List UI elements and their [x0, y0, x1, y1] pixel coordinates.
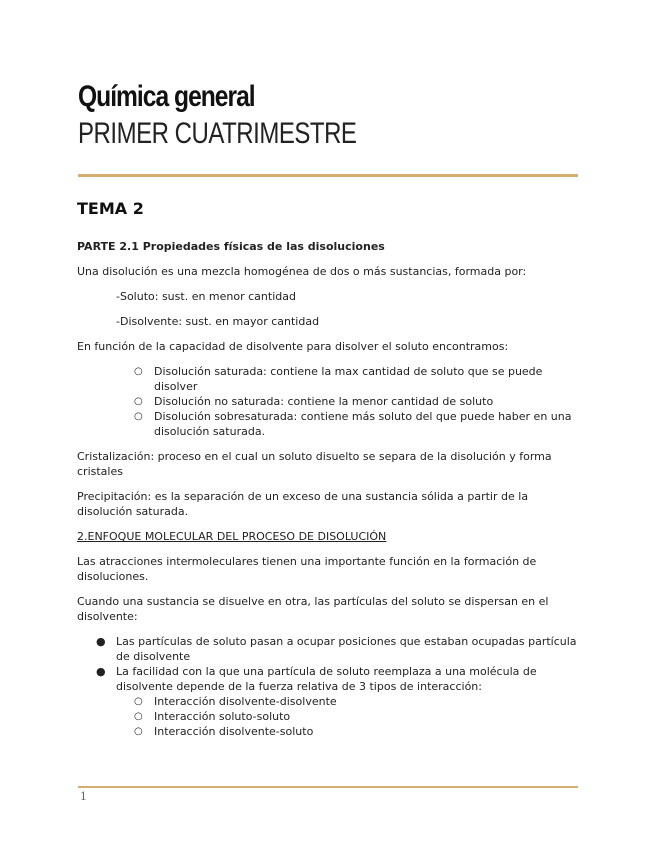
circle-bullet-icon: ○ — [134, 711, 143, 722]
document-subtitle: PRIMER CUATRIMESTRE — [78, 117, 357, 150]
circle-bullet-icon: ○ — [134, 726, 143, 737]
saturation-list — [77, 364, 577, 439]
list-item — [116, 694, 577, 709]
circle-bullet-icon: ○ — [134, 411, 143, 422]
cuando-paragraph: Cuando una sustancia se disuelve en otra, las partículas del soluto se dispersan en el disolvente: — [77, 595, 549, 623]
list-item-text: Las partículas de soluto pasan a ocupar posiciones que estaban ocupadas partícula de disolvente — [116, 635, 577, 663]
list-item-text: Interacción soluto-soluto — [154, 710, 291, 723]
list-item-text: La facilidad con la que una partícula de soluto reemplaza a una molécula de disolvente depende de la fuerza relativa de 3 tipos de interacción: — [116, 665, 537, 693]
circle-bullet-icon: ○ — [134, 396, 143, 407]
list-item — [77, 394, 577, 409]
circle-bullet-icon: ○ — [134, 366, 143, 377]
disc-bullet-icon: ● — [96, 635, 106, 648]
list-item — [116, 724, 577, 739]
list-item-text: Interacción disolvente-disolvente — [154, 695, 337, 708]
list-item-text: Disolución sobresaturada: contiene más soluto del que puede haber en una disolución saturada. — [154, 410, 572, 438]
part-heading: PARTE 2.1 Propiedades físicas de las disoluciones — [77, 240, 385, 253]
intro-paragraph: Una disolución es una mezcla homogénea de dos o más sustancias, formada por: — [77, 265, 527, 278]
document-body — [77, 239, 577, 749]
page-number: 1 — [80, 790, 87, 803]
list-item — [77, 364, 577, 394]
disolvente-line: -Disolvente: sust. en mayor cantidad — [116, 315, 320, 328]
enfoque-heading: 2.ENFOQUE MOLECULAR DEL PROCESO DE DISOLUCIÓN — [77, 530, 387, 543]
soluto-line: -Soluto: sust. en menor cantidad — [116, 290, 296, 303]
footer-divider — [78, 786, 578, 788]
list-item — [77, 664, 577, 739]
header-divider — [78, 174, 578, 177]
list-item — [116, 709, 577, 724]
section-heading: TEMA 2 — [77, 199, 144, 218]
capacity-paragraph: En función de la capacidad de disolvente para disolver el soluto encontramos: — [77, 340, 509, 353]
list-item-text: Interacción disolvente-soluto — [154, 725, 314, 738]
particle-list — [77, 634, 577, 739]
cristalizacion-paragraph: Cristalización: proceso en el cual un soluto disuelto se separa de la disolución y forma cristales — [77, 450, 552, 478]
list-item-text: Disolución no saturada: contiene la menor cantidad de soluto — [154, 395, 494, 408]
atracciones-paragraph: Las atracciones intermoleculares tienen una importante función en la formación de disoluciones. — [77, 555, 537, 583]
circle-bullet-icon: ○ — [134, 696, 143, 707]
list-item-text: Disolución saturada: contiene la max cantidad de soluto que se puede disolver — [154, 365, 543, 393]
list-item — [77, 634, 577, 664]
list-item — [77, 409, 577, 439]
disc-bullet-icon: ● — [96, 665, 106, 678]
document-title: Química general — [78, 80, 255, 113]
interaction-list — [116, 694, 577, 739]
precipitacion-paragraph: Precipitación: es la separación de un exceso de una sustancia sólida a partir de la disolución saturada. — [77, 490, 529, 518]
